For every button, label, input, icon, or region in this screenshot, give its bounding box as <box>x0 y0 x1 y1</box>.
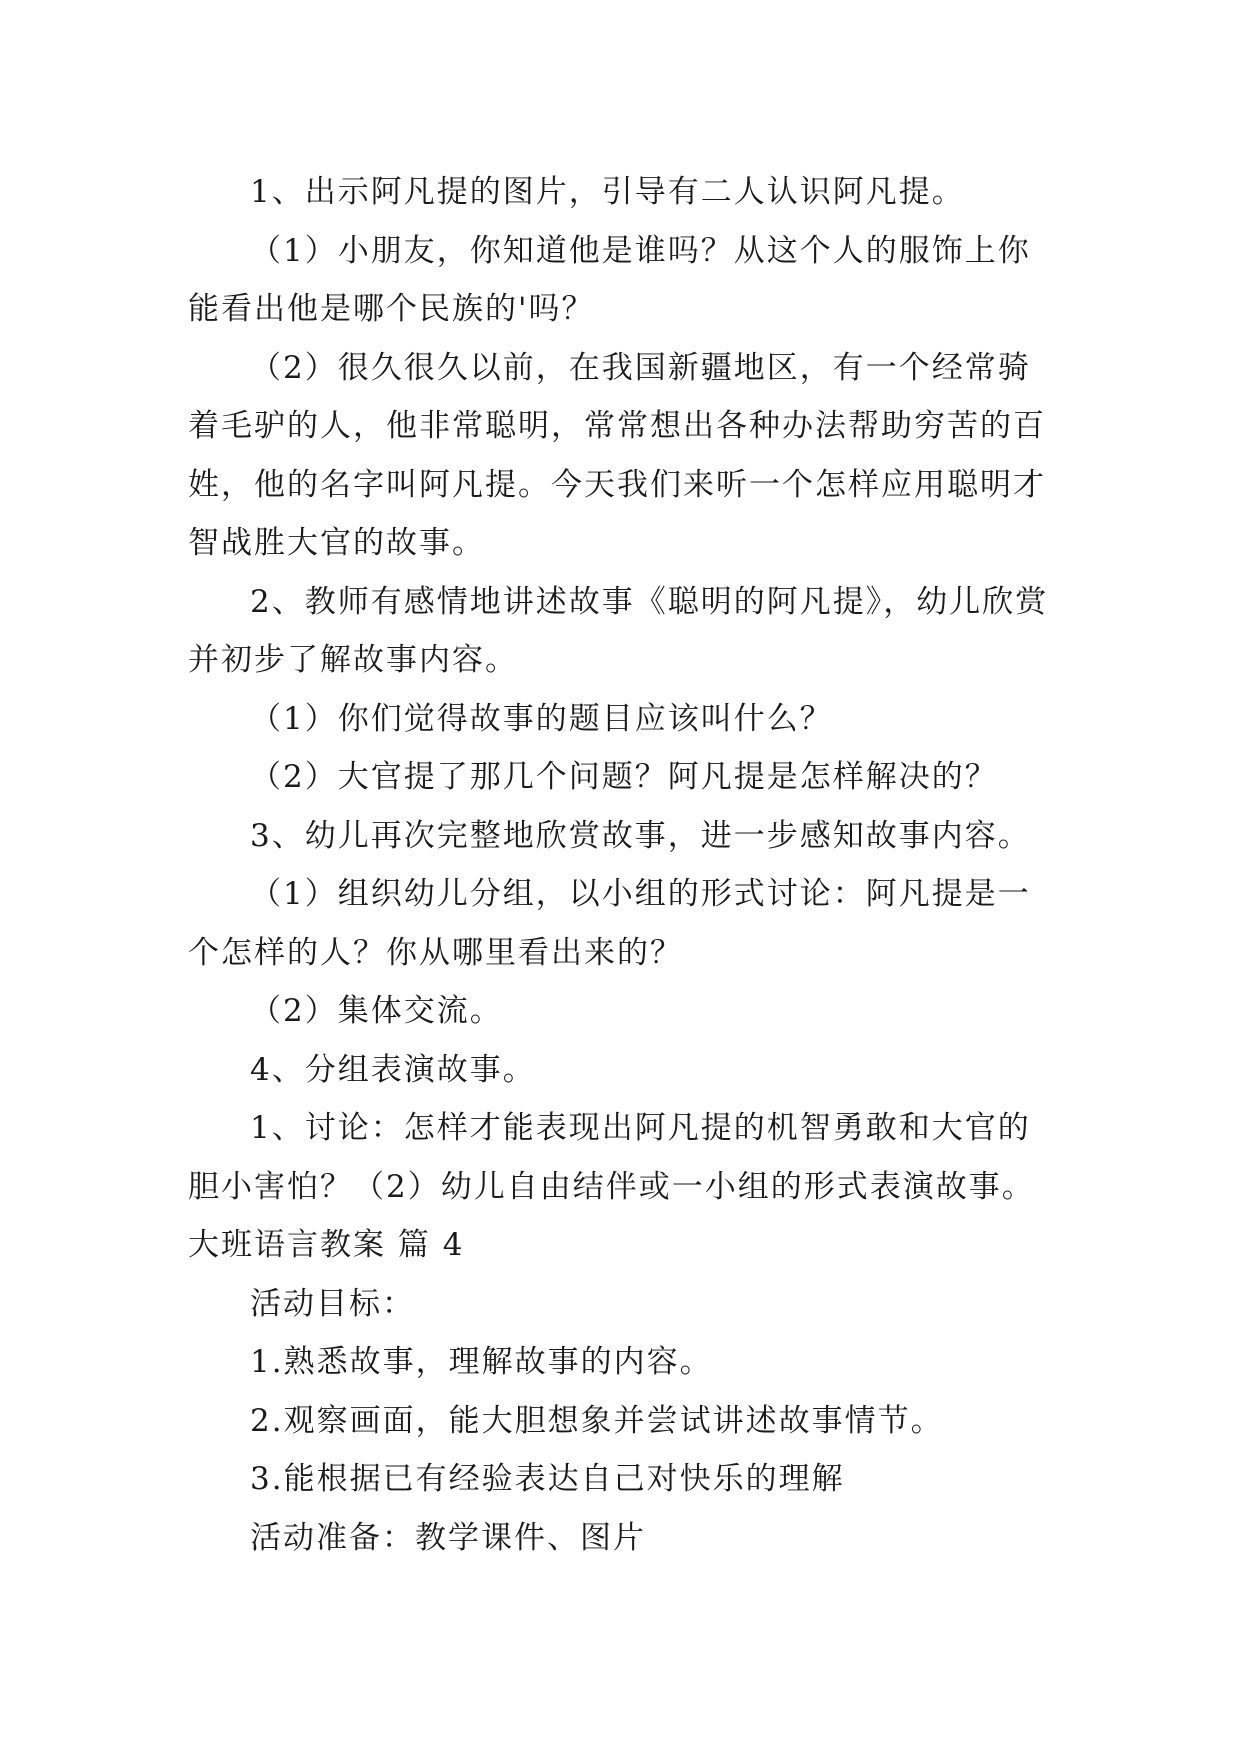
paragraph-line: （1）组织幼儿分组，以小组的形式讨论：阿凡提是一 <box>250 876 1031 912</box>
paragraph-line: （2）大官提了那几个问题？阿凡提是怎样解决的？ <box>250 759 998 795</box>
paragraph-line: 1、出示阿凡提的图片，引导有二人认识阿凡提。 <box>250 174 965 210</box>
paragraph-line: 3、幼儿再次完整地欣赏故事，进一步感知故事内容。 <box>250 818 1031 854</box>
paragraph-line: 个怎样的人？你从哪里看出来的？ <box>188 935 683 971</box>
paragraph-line: 4、分组表演故事。 <box>250 1052 536 1088</box>
paragraph-line: 并初步了解故事内容。 <box>188 642 518 678</box>
paragraph-line: 姓，他的名字叫阿凡提。今天我们来听一个怎样应用聪明才 <box>188 467 1046 503</box>
paragraph-line: 活动目标： <box>250 1286 415 1322</box>
paragraph-line: （1）你们觉得故事的题目应该叫什么？ <box>250 701 833 737</box>
paragraph-line: （2）很久很久以前，在我国新疆地区，有一个经常骑 <box>250 350 1031 386</box>
paragraph-line: （1）小朋友，你知道他是谁吗？从这个人的服饰上你 <box>250 233 1031 269</box>
paragraph-line: 活动准备：教学课件、图片 <box>250 1520 646 1556</box>
paragraph-line: 着毛驴的人，他非常聪明，常常想出各种办法帮助穷苦的百 <box>188 408 1046 444</box>
paragraph-line: 胆小害怕？（2）幼儿自由结伴或一小组的形式表演故事。 <box>188 1169 1035 1205</box>
paragraph-line: 1.熟悉故事，理解故事的内容。 <box>250 1344 713 1380</box>
paragraph-line: 2.观察画面，能大胆想象并尝试讲述故事情节。 <box>250 1403 944 1439</box>
paragraph-line: 智战胜大官的故事。 <box>188 525 485 561</box>
paragraph-line: 3.能根据已有经验表达自己对快乐的理解 <box>250 1461 845 1497</box>
paragraph-line: 2、教师有感情地讲述故事《聪明的阿凡提》，幼儿欣赏 <box>250 584 1049 620</box>
paragraph-line: （2）集体交流。 <box>250 993 503 1029</box>
paragraph-line: 能看出他是哪个民族的'吗？ <box>188 291 595 327</box>
paragraph-line: 1、讨论：怎样才能表现出阿凡提的机智勇敢和大官的 <box>250 1110 1031 1146</box>
section-heading: 大班语言教案 篇 4 <box>188 1227 465 1263</box>
